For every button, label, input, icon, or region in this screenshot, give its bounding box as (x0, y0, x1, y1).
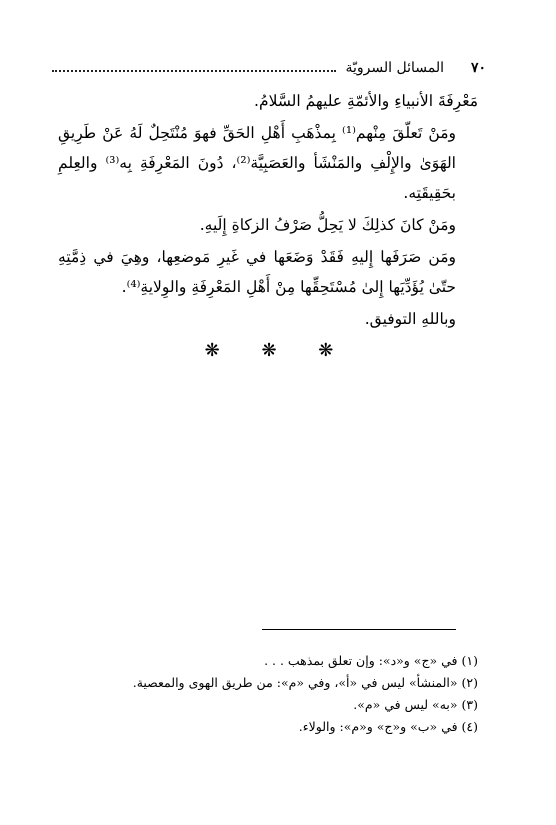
running-title: المسائل السرويّة (345, 60, 444, 76)
main-text (58, 86, 478, 336)
footnote: (٣) «به» ليس في «م». (353, 697, 478, 712)
footnote: (٢) «المنشأ» ليس في «أ»، وفي «م»: من طريق الهوى والمعصية. (132, 675, 478, 690)
page-number: ٧٠ (470, 60, 486, 76)
header-dotted-leader (52, 70, 336, 72)
footnote: (٤) في «ب» و«ج» و«م»: والولاء. (298, 719, 478, 734)
paragraph: وباللهِ التوفيق. (364, 310, 456, 328)
paragraph: ومَنْ كانَ كذلِكَ لا يَحِلُّ صَرْفُ الزكاةِ إِلَيهِ. (199, 216, 456, 234)
page-header (30, 60, 486, 82)
paragraph: مَعْرِفَةَ الأنبياءِ والأئمّةِ عليهمُ السَّلامُ. (254, 92, 478, 110)
section-separator: ❋ ❋ ❋ (204, 340, 352, 361)
paragraph: ومَنْ تَعلّقَ مِنْهم⁽¹⁾ بِمذْهَبِ أَهْلِ الحَقِّ فهوَ مُنْتَحِلٌ لَهُ عَنْ طَرِيقِ الهَوَىٰ والإِلْفِ والمَنْشَأ والعَصَبِيَّة⁽²⁾، دُونَ المَعْرِفَةِ بِه⁽³⁾ والعِلمِ بحَقِيقَتِه. (58, 124, 456, 202)
footnote: (١) في «ج» و«د»: وإن تعلق بمذهب . . . (264, 653, 478, 668)
footnotes (58, 650, 478, 738)
footnote-divider (262, 629, 456, 630)
paragraph: ومَن صَرَفَها إِليهِ فَقَدْ وَضَعَها في غَيرِ مَوضعِها، وهِيَ في ذِمَّتِهِ حتّىٰ يُؤَدِّيَها إِلىٰ مُسْتَحِقِّها مِنْ أَهْلِ المَعْرِفَةِ والوِلايةِ⁽⁴⁾. (58, 248, 456, 296)
